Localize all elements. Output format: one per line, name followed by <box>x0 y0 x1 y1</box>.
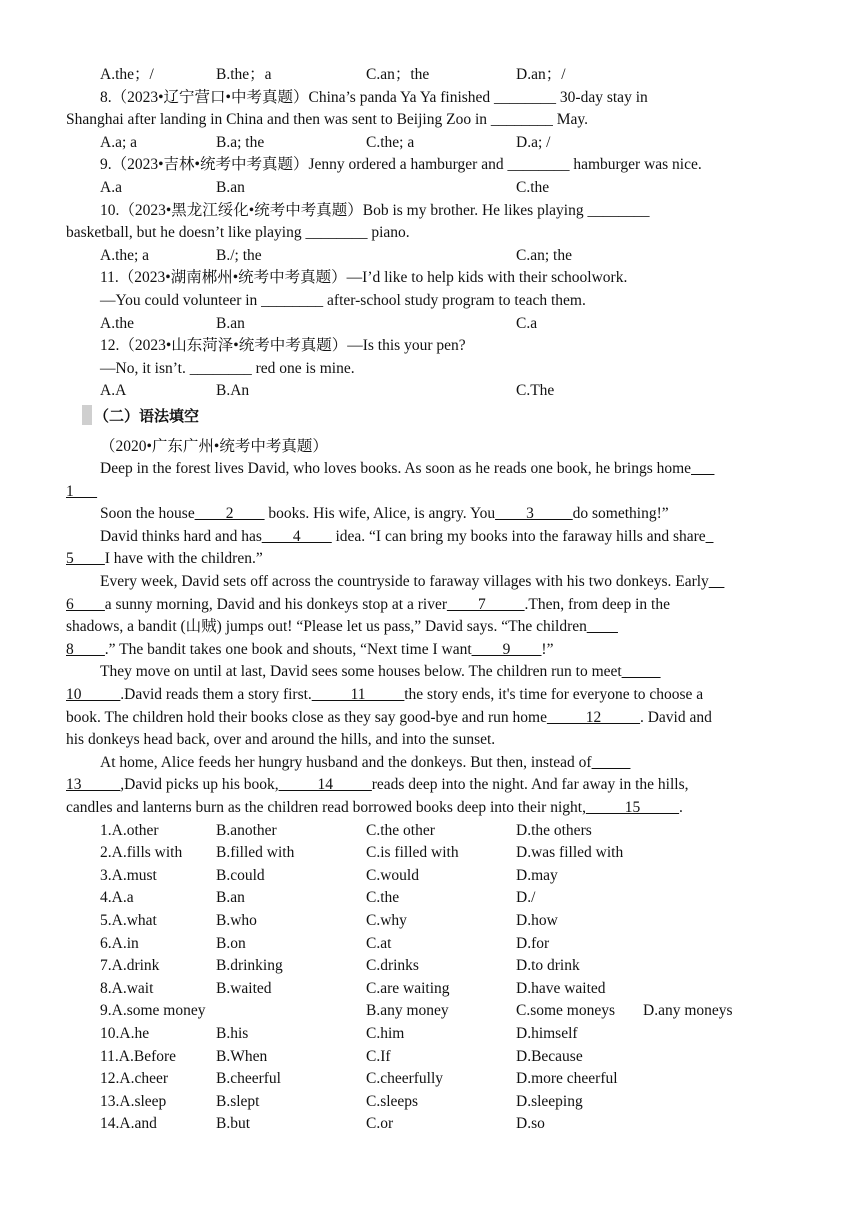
choice-b[interactable]: B.filled with <box>216 844 295 862</box>
choice-row <box>66 820 794 843</box>
passage-source: （2020•广东广州•统考中考真题） <box>100 437 328 455</box>
blank-1-number[interactable]: 1___ <box>66 482 97 500</box>
passage-text: reads deep into the night. And far away in the hills, <box>371 776 689 794</box>
passage-text: . David and <box>639 708 712 726</box>
q11-stem-cont: —You could volunteer in ________ after-school study program to teach them. <box>100 291 586 309</box>
choice-row <box>66 933 794 956</box>
choice-c[interactable]: C.are waiting <box>366 979 450 997</box>
choice-d[interactable]: D.sleeping <box>516 1092 583 1110</box>
option-b[interactable]: B.An <box>216 382 250 400</box>
passage-text: !” <box>541 640 554 658</box>
blank-7[interactable]: ____7_____ <box>446 595 525 613</box>
option-a[interactable]: A.a <box>100 178 122 196</box>
q8-stem-cont: Shanghai after landing in China and then was sent to Beijing Zoo in ________ May. <box>66 111 589 129</box>
choice-a[interactable]: 10.A.he <box>100 1024 150 1042</box>
choice-b[interactable]: B.cheerful <box>216 1070 281 1088</box>
blank-14[interactable]: _____14_____ <box>278 776 372 794</box>
choice-b[interactable]: B.When <box>216 1047 268 1065</box>
choice-c[interactable]: C.the other <box>366 821 435 839</box>
section-marker <box>82 405 92 425</box>
choice-d[interactable]: D.to drink <box>516 957 580 975</box>
passage-text: I have with the children.” <box>104 550 263 568</box>
passage-text: David thinks hard and has <box>100 527 262 545</box>
choice-d[interactable]: D.may <box>516 866 558 884</box>
choice-a[interactable]: 11.A.Before <box>100 1047 177 1065</box>
choice-d[interactable]: D.the others <box>516 821 592 839</box>
blank-15[interactable]: _____15_____ <box>585 799 679 816</box>
q9-stem: 9.（2023•吉林•统考中考真题）Jenny ordered a hamburger and ________ hamburger was nice. <box>100 156 702 174</box>
q12-stem: 12.（2023•山东菏泽•统考中考真题）—Is this your pen? <box>100 337 466 355</box>
choice-a[interactable]: 8.A.wait <box>100 979 154 997</box>
blank-10[interactable]: _____ <box>621 663 661 681</box>
passage-text: .” The bandit takes one book and shouts, “Next time I want <box>104 640 472 658</box>
choice-row <box>66 865 794 888</box>
choice-row <box>66 1000 794 1023</box>
choice-a[interactable]: 2.A.fills with <box>100 844 183 862</box>
choice-d[interactable]: D.was filled with <box>516 844 624 862</box>
q7-options <box>66 64 794 87</box>
passage-line <box>66 548 794 571</box>
blank-12[interactable]: _____12_____ <box>546 708 640 726</box>
blank-5-number[interactable]: 5____ <box>66 550 105 568</box>
document-page <box>66 64 794 1136</box>
blank-5[interactable]: _ <box>705 527 714 545</box>
blank-11[interactable]: _____11_____ <box>311 686 405 704</box>
option-c[interactable]: C.The <box>516 382 555 400</box>
passage-text: .Then, from deep in the <box>524 595 670 613</box>
choice-c[interactable]: C.at <box>366 934 392 952</box>
choice-row <box>66 955 794 978</box>
choice-a[interactable]: 1.A.other <box>100 821 159 839</box>
choice-c[interactable]: C.or <box>366 1115 394 1133</box>
choice-b[interactable]: B.waited <box>216 979 272 997</box>
q11-stem: 11.（2023•湖南郴州•统考中考真题）—I’d like to help kids with their schoolwork. <box>100 269 628 287</box>
q8-stem: 8.（2023•辽宁营口•中考真题）China’s panda Ya Ya finished ________ 30-day stay in <box>100 88 648 106</box>
option-a[interactable]: A.the; a <box>100 246 150 264</box>
choice-c[interactable]: C.is filled with <box>366 844 459 862</box>
choice-b[interactable]: B.drinking <box>216 957 283 975</box>
passage-line <box>66 594 794 617</box>
option-a[interactable]: A.the <box>100 314 135 332</box>
option-a[interactable]: A.a; a <box>100 133 138 151</box>
choice-c[interactable]: C.sleeps <box>366 1092 419 1110</box>
q10-stem-cont: basketball, but he doesn’t like playing ________ piano. <box>66 224 410 242</box>
choice-a[interactable]: 13.A.sleep <box>100 1092 167 1110</box>
passage-text: Soon the house <box>100 505 195 523</box>
choice-a[interactable]: 3.A.must <box>100 866 157 884</box>
blank-3[interactable]: ____3_____ <box>495 505 573 523</box>
choice-b[interactable]: B.but <box>216 1115 251 1133</box>
passage-line <box>66 752 794 775</box>
passage-line <box>66 774 794 797</box>
passage-text: a sunny morning, David and his donkeys stop at a river <box>104 595 447 613</box>
blank-10-number[interactable]: 10_____ <box>66 686 121 704</box>
passage-text: shadows, a bandit (山贼) jumps out! “Please let us pass,” David says. “The children <box>66 618 587 636</box>
blank-1[interactable]: ___ <box>691 460 715 478</box>
choice-a[interactable]: 5.A.what <box>100 911 157 929</box>
option-b[interactable]: B./; the <box>216 246 262 264</box>
blank-6[interactable]: __ <box>708 573 725 591</box>
passage-line <box>66 639 794 662</box>
choice-row <box>66 1113 794 1136</box>
choice-b[interactable]: B.who <box>216 911 257 929</box>
choice-c[interactable]: C.cheerfully <box>366 1070 444 1088</box>
choice-d[interactable]: D.more cheerful <box>516 1070 618 1088</box>
choice-row <box>66 1068 794 1091</box>
choice-d[interactable]: D.Because <box>516 1047 583 1065</box>
choice-row <box>66 910 794 933</box>
option-a[interactable]: A.A <box>100 382 127 400</box>
option-b[interactable]: B.a; the <box>216 133 265 151</box>
passage-text: .David reads them a story first. <box>120 686 312 704</box>
choice-c[interactable]: C.If <box>366 1047 391 1065</box>
passage-line <box>66 616 794 639</box>
passage-line <box>66 797 794 820</box>
q9-options <box>66 177 794 200</box>
choice-a[interactable]: 4.A.a <box>100 889 134 907</box>
option-b[interactable]: B.an <box>216 314 245 332</box>
blank-4[interactable]: ____4____ <box>261 527 332 545</box>
choice-a[interactable]: 6.A.in <box>100 934 139 952</box>
choice-a[interactable]: 14.A.and <box>100 1115 157 1133</box>
choice-d[interactable]: D.for <box>516 934 550 952</box>
choice-c[interactable]: C.the <box>366 889 400 907</box>
choice-b[interactable]: B.his <box>216 1024 249 1042</box>
option-d[interactable]: D.an；/ <box>516 66 566 83</box>
passage-line <box>66 458 794 481</box>
passage-line <box>66 503 794 526</box>
q10-options <box>66 245 794 268</box>
choice-a[interactable]: 9.A.some money <box>100 1002 206 1020</box>
passage-line <box>66 481 794 504</box>
choice-row <box>66 1046 794 1069</box>
passage-text: candles and lanterns burn as the children read borrowed books deep into their night, <box>66 799 586 816</box>
option-c[interactable]: C.a <box>516 314 538 332</box>
choice-row <box>66 1091 794 1114</box>
choice-a[interactable]: 7.A.drink <box>100 957 160 975</box>
q12-stem-cont: —No, it isn’t. ________ red one is mine. <box>100 359 355 377</box>
choice-c[interactable]: C.would <box>366 866 419 884</box>
choice-row <box>66 887 794 910</box>
option-c[interactable]: C.the; a <box>366 133 415 151</box>
choice-row <box>66 1023 794 1046</box>
option-d[interactable]: D.a; / <box>516 133 551 151</box>
option-a[interactable]: A.the；/ <box>100 66 154 83</box>
choice-c[interactable]: C.drinks <box>366 957 419 975</box>
q10-stem: 10.（2023•黑龙江绥化•统考中考真题）Bob is my brother. He likes playing ________ <box>100 201 650 219</box>
blank-8[interactable]: ____ <box>586 618 618 636</box>
q8-options <box>66 132 794 155</box>
passage-line: his donkeys head back, over and around the hills, and into the sunset. <box>66 731 496 749</box>
option-b[interactable]: B.an <box>216 178 245 196</box>
choice-b[interactable]: B.could <box>216 866 265 884</box>
passage-text: . <box>678 799 683 816</box>
passage-line <box>66 526 794 549</box>
blank-13-number[interactable]: 13_____ <box>66 776 121 794</box>
choice-c[interactable]: C.why <box>366 911 407 929</box>
q12-options <box>66 380 794 403</box>
passage-line <box>66 571 794 594</box>
blank-8-number[interactable]: 8____ <box>66 640 105 658</box>
passage-line <box>66 707 794 730</box>
passage-text: Every week, David sets off across the countryside to faraway villages with his two donkeys. Early <box>100 573 709 591</box>
blank-9[interactable]: ____9____ <box>471 640 542 658</box>
choice-row <box>66 842 794 865</box>
section-title <box>66 405 794 428</box>
passage-line <box>66 684 794 707</box>
passage-line <box>66 661 794 684</box>
passage-text: They move on until at last, David sees some houses below. The children run to meet <box>100 663 622 681</box>
choice-b[interactable]: B.an <box>216 889 245 907</box>
passage-text: do something!” <box>572 505 669 523</box>
choice-b[interactable]: B.any money <box>366 1002 449 1020</box>
section-title-text: （二）语法填空 <box>94 406 200 425</box>
choice-a[interactable]: 12.A.cheer <box>100 1070 168 1088</box>
choice-b[interactable]: B.another <box>216 821 277 839</box>
passage-text: idea. “I can bring my books into the faraway hills and share <box>331 527 706 545</box>
choice-d[interactable]: D.himself <box>516 1024 578 1042</box>
passage-text: book. The children hold their books close as they say good-bye and run home <box>66 708 547 726</box>
choice-d[interactable]: D.so <box>516 1115 545 1133</box>
blank-2[interactable]: ____2____ <box>194 505 265 523</box>
choice-d[interactable]: D.how <box>516 911 558 929</box>
option-b[interactable]: B.the；a <box>216 66 272 83</box>
passage-text: At home, Alice feeds her hungry husband and the donkeys. But then, instead of <box>100 753 592 771</box>
option-c[interactable]: C.an; the <box>516 246 572 264</box>
choice-d[interactable]: D./ <box>516 889 536 907</box>
option-c[interactable]: C.an；the <box>366 66 430 83</box>
blank-13[interactable]: _____ <box>591 753 631 771</box>
choice-b[interactable]: B.slept <box>216 1092 260 1110</box>
passage-text: ,David picks up his book, <box>120 776 279 794</box>
choice-row <box>66 978 794 1001</box>
q11-options <box>66 313 794 336</box>
choice-b[interactable]: B.on <box>216 934 246 952</box>
passage-text: Deep in the forest lives David, who loves books. As soon as he reads one book, he brings home <box>100 460 692 478</box>
choice-d[interactable]: D.have waited <box>516 979 606 997</box>
choice-c[interactable]: C.some moneys <box>516 1002 616 1020</box>
passage-text: the story ends, it's time for everyone to choose a <box>404 686 704 704</box>
blank-6-number[interactable]: 6____ <box>66 595 105 613</box>
choice-d[interactable]: D.any moneys <box>643 1002 733 1020</box>
choice-c[interactable]: C.him <box>366 1024 405 1042</box>
option-c[interactable]: C.the <box>516 178 550 196</box>
passage-text: books. His wife, Alice, is angry. You <box>264 505 496 523</box>
